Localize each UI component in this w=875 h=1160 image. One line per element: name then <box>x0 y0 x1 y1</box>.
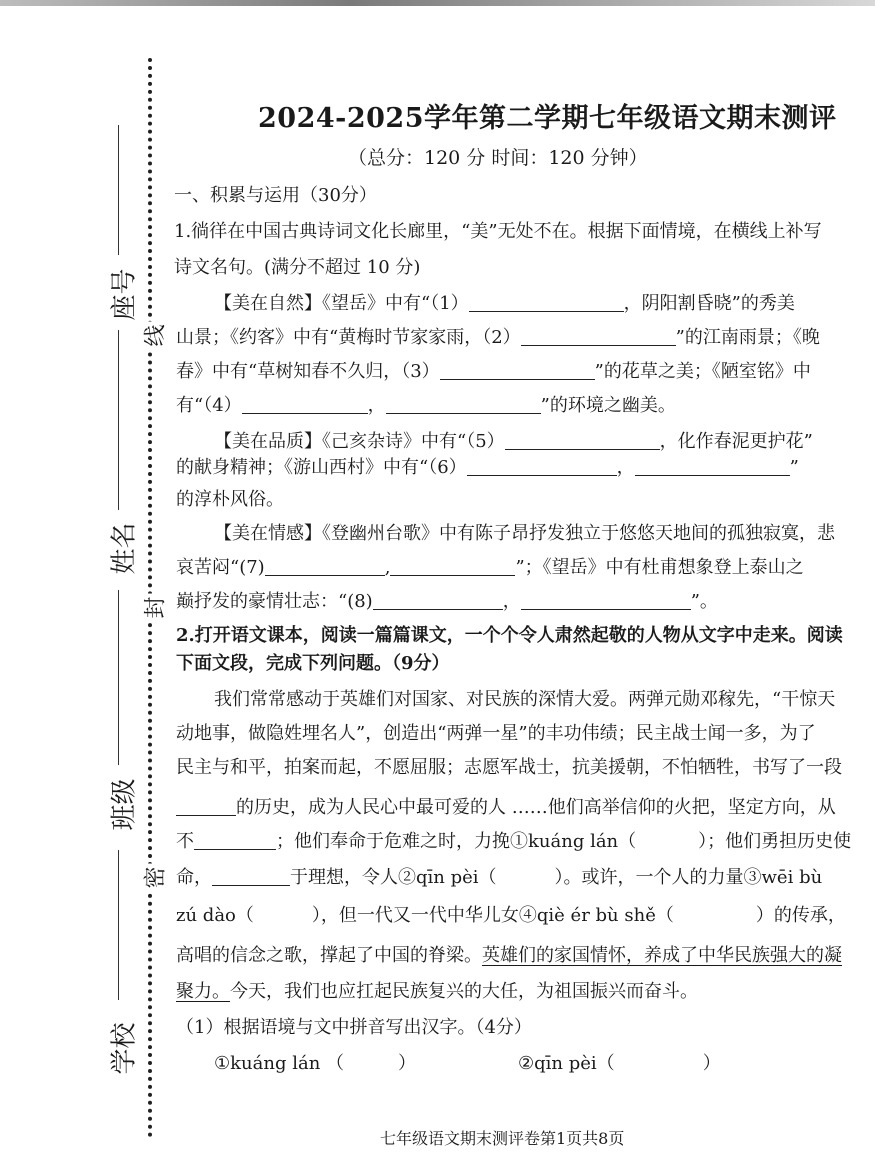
q1-emotion-line2 <box>176 556 804 580</box>
passage-blank-3[interactable] <box>212 867 290 886</box>
answer-blank-4b[interactable] <box>386 395 541 414</box>
passage-line4 <box>176 796 836 820</box>
q1-quality-line3: 的淳朴风俗。 <box>176 489 284 510</box>
text: 【美在品质】《己亥杂诗》中有“（5） <box>214 431 505 452</box>
text: 哀苦闷“(7) <box>176 557 265 578</box>
answer-blank-8a[interactable] <box>373 591 503 610</box>
passage-line9 <box>176 980 698 1004</box>
answer-blank-2[interactable] <box>521 327 676 346</box>
q1-nature-line4 <box>176 394 676 418</box>
class-blank-line <box>118 590 119 765</box>
q2-sub1-answers <box>214 1052 721 1076</box>
passage-blank-1[interactable] <box>176 797 236 816</box>
text: ， <box>502 591 521 612</box>
text: 春》中有“草树知春不久归，（3） <box>176 361 440 382</box>
answer-blank-3[interactable] <box>440 361 595 380</box>
passage-line7 <box>176 904 846 928</box>
text: 高唱的信念之歌，撑起了中国的脊梁。 <box>176 945 482 966</box>
text: ， <box>616 457 635 478</box>
passage-line1: 我们常常感动于英雄们对国家、对民族的深情大爱。两弹元勋邓稼先，“干惊天 <box>214 689 836 710</box>
text: zú dào（ <box>176 905 254 926</box>
text: ） <box>702 1053 721 1074</box>
q1-quality-line2 <box>176 456 799 480</box>
q1-nature-line3 <box>176 360 811 384</box>
underlined-sentence: 英雄们的家国情怀，养成了中华民族强大的凝 <box>482 945 842 966</box>
text: 的历史，成为人民心中最可爱的人 ……他们高举信仰的火把，坚定方向，从 <box>236 797 836 818</box>
text: ， <box>367 395 386 416</box>
passage-line2: 动地事，做隐姓埋名人”，创造出“两弹一星”的丰功伟绩；民主战士闻一多，为了 <box>176 723 816 744</box>
text: 【美在自然】《望岳》中有“（1） <box>214 293 469 314</box>
scan-top-edge <box>0 0 875 6</box>
seal-line-char: 线 <box>139 322 170 350</box>
seat-blank-line <box>118 125 119 255</box>
q1-nature-line2 <box>176 326 820 350</box>
text: 巅抒发的豪情壮志：“(8) <box>176 591 373 612</box>
passage-blank-2[interactable] <box>194 831 276 850</box>
page-subtitle: （总分：120 分 时间：120 分钟） <box>348 147 648 169</box>
text: ②qīn pèi（ <box>518 1053 615 1074</box>
text: 今天，我们也应扛起民族复兴的大任，为祖国振兴而奋斗。 <box>230 981 698 1002</box>
passage-line3: 民主与和平，拍案而起，不愿屈服；志愿军战士，抗美援朝，不怕牺牲，书写了一段 <box>176 757 842 778</box>
text: ）；他们勇担历史使 <box>698 831 852 852</box>
text: 山景；《约客》中有“黄梅时节家家雨，（2） <box>176 327 521 348</box>
answer-blank-1[interactable] <box>469 293 624 312</box>
text: 的献身精神；《游山西村》中有“（6） <box>176 457 467 478</box>
answer-blank-6a[interactable] <box>467 457 617 476</box>
q2-prompt-line1: 2.打开语文课本，阅读一篇篇课文，一个个令人肃然起敬的人物从文字中走来。阅读 <box>176 625 843 646</box>
text: ） <box>398 1053 417 1074</box>
text: ，化作春泥更护花” <box>659 431 813 452</box>
underlined-sentence-end: 聚力。 <box>176 981 230 1002</box>
text: 有“（4） <box>176 395 242 416</box>
answer-blank-5[interactable] <box>505 431 660 450</box>
text: ；他们奉命于危难之时，力挽①kuáng lán（ <box>276 831 637 852</box>
text: ”的花草之美；《陋室铭》中 <box>594 361 811 382</box>
text: , <box>384 557 391 578</box>
page-footer: 七年级语文期末测评卷第1页共8页 <box>380 1129 625 1148</box>
text: 命， <box>176 867 212 888</box>
name-blank-line <box>118 330 119 510</box>
text: ”。 <box>690 591 718 612</box>
text: ①kuáng lán （ <box>214 1053 345 1074</box>
answer-blank-7b[interactable] <box>390 557 515 576</box>
name-label: 姓名 <box>109 522 140 575</box>
text: 于理想，令人②qīn pèi（ <box>290 867 497 888</box>
school-label: 学校 <box>109 1022 140 1075</box>
q2-prompt-line2: 下面文段，完成下列问题。（9分） <box>176 653 450 674</box>
text: ），但一代又一代中华儿女④qiè ér bù shě（ <box>311 905 674 926</box>
answer-blank-8b[interactable] <box>521 591 691 610</box>
seat-label: 座号 <box>109 268 140 321</box>
answer-blank-6b[interactable] <box>635 457 790 476</box>
passage-line8 <box>176 944 842 968</box>
text: ）的传承， <box>755 905 846 926</box>
section-heading: 一、积累与运用（30分） <box>174 185 377 206</box>
seal-feng-char: 封 <box>139 594 170 622</box>
seal-mi-char: 密 <box>139 864 170 892</box>
q1-prompt-line1: 1.徜徉在中国古典诗词文化长廊里，“美”无处不在。根据下面情境，在横线上补写 <box>174 221 822 242</box>
passage-line6 <box>176 866 822 890</box>
q1-quality-line1 <box>214 430 813 454</box>
text: ”的江南雨景；《晚 <box>675 327 820 348</box>
q1-nature-line1 <box>214 292 795 316</box>
q1-emotion-line1: 【美在情感】《登幽州台歌》中有陈子昂抒发独立于悠悠天地间的孤独寂寞，悲 <box>214 523 835 544</box>
text: 不 <box>176 831 194 852</box>
text: ” <box>789 457 799 478</box>
text: ”的环境之幽美。 <box>540 395 676 416</box>
text: ，阴阳割昏晓”的秀美 <box>623 293 795 314</box>
passage-line5 <box>176 830 851 854</box>
answer-blank-4a[interactable] <box>242 395 368 414</box>
answer-blank-7a[interactable] <box>265 557 385 576</box>
class-label: 班级 <box>109 778 140 831</box>
text: ）。或许，一个人的力量③wēi bù <box>554 867 823 888</box>
text: ”；《望岳》中有杜甫想象登上泰山之 <box>515 557 804 578</box>
q1-emotion-line3 <box>176 590 718 614</box>
q1-prompt-line2: 诗文名句。(满分不超过 10 分) <box>174 257 421 278</box>
q2-sub1-prompt: （1）根据语境与文中拼音写出汉字。（4分） <box>176 1017 532 1038</box>
school-blank-line <box>118 850 119 1000</box>
page-title: 2024-2025学年第二学期七年级语文期末测评 <box>258 103 837 134</box>
